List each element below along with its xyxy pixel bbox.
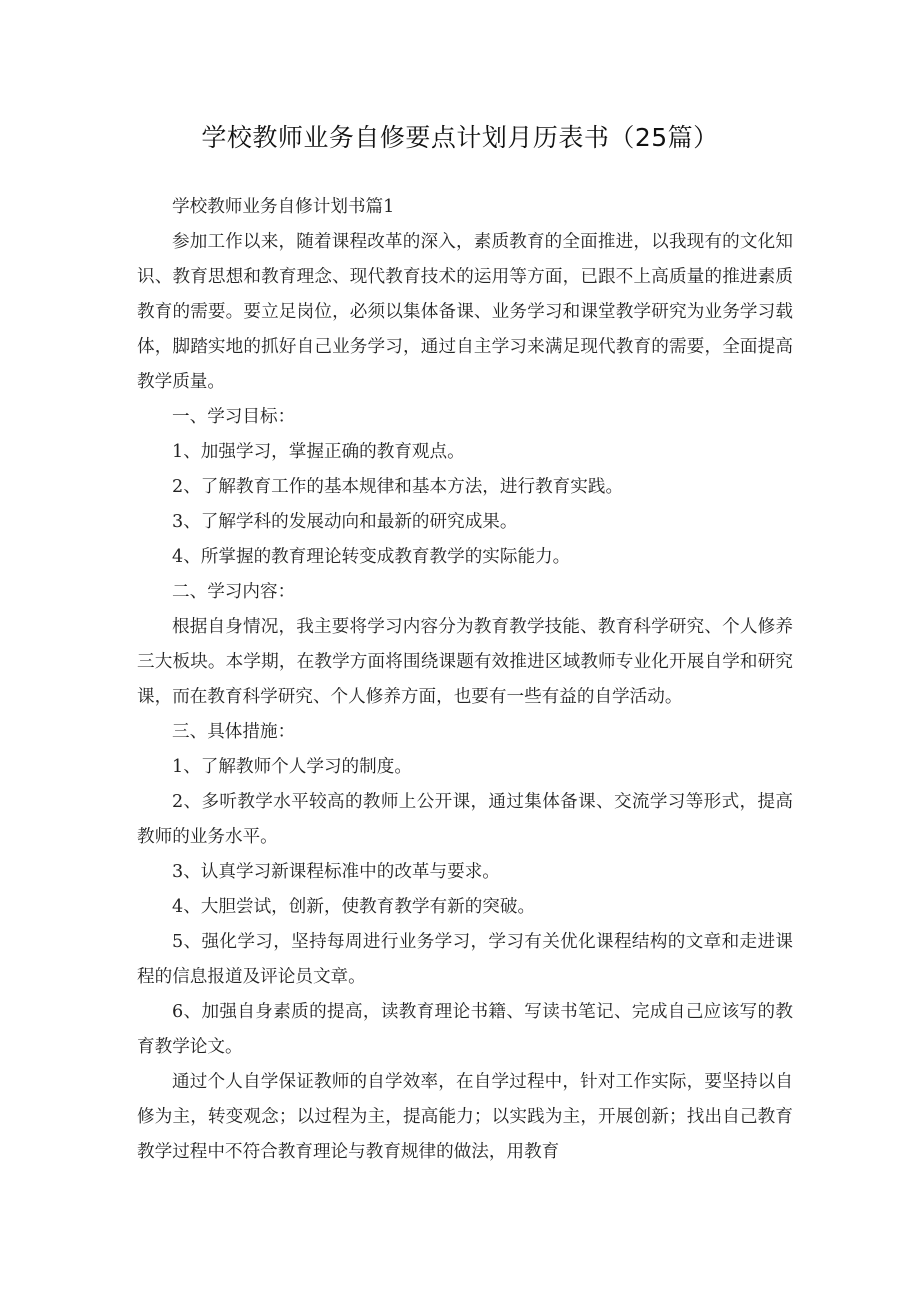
paragraph: 5、强化学习，坚持每周进行业务学习，学习有关优化课程结构的文章和走进课程的信息报道及评论员文章。 [137,932,793,987]
paragraph: 三、具体措施： [172,722,296,742]
paragraph: 通过个人自学保证教师的自学效率，在自学过程中，针对工作实际，要坚持以自修为主，转变观念；以过程为主，提高能力；以实践为主，开展创新；找出自己教育教学过程中不符合教育理论与教育规律的做法，用教育 [137,1072,793,1162]
document-body [137,190,793,1170]
paragraph: 一、学习目标： [172,407,296,427]
paragraph: 2、了解教育工作的基本规律和基本方法，进行教育实践。 [172,477,624,497]
paragraph: 4、所掌握的教育理论转变成教育教学的实际能力。 [172,547,571,567]
paragraph: 1、了解教师个人学习的制度。 [172,757,412,777]
document-title: 学校教师业务自修要点计划月历表书（25篇） [201,123,719,152]
section-heading: 学校教师业务自修计划书篇1 [172,197,395,217]
paragraph: 6、加强自身素质的提高，读教育理论书籍、写读书笔记、完成自己应该写的教育教学论文。 [137,1002,793,1057]
paragraph: 1、加强学习，掌握正确的教育观点。 [172,442,465,462]
paragraph: 2、多听教学水平较高的教师上公开课，通过集体备课、交流学习等形式，提高教师的业务水平。 [137,792,793,847]
paragraph: 3、了解学科的发展动向和最新的研究成果。 [172,512,518,532]
paragraph: 4、大胆尝试，创新，使教育教学有新的突破。 [172,897,536,917]
paragraph: 3、认真学习新课程标准中的改革与要求。 [172,862,500,882]
paragraph: 二、学习内容： [172,582,296,602]
paragraph: 参加工作以来，随着课程改革的深入，素质教育的全面推进，以我现有的文化知识、教育思想和教育理念、现代教育技术的运用等方面，已跟不上高质量的推进素质教育的需要。要立足岗位，必须以集体备课、业务学习和课堂教学研究为业务学习载体，脚踏实地的抓好自己业务学习，通过自主学习来满足现代教育的需要，全面提高教学质量。 [137,232,793,392]
paragraph: 根据自身情况，我主要将学习内容分为教育教学技能、教育科学研究、个人修养三大板块。本学期，在教学方面将围绕课题有效推进区域教师专业化开展自学和研究课，而在教育科学研究、个人修养方面，也要有一些有益的自学活动。 [137,617,793,707]
